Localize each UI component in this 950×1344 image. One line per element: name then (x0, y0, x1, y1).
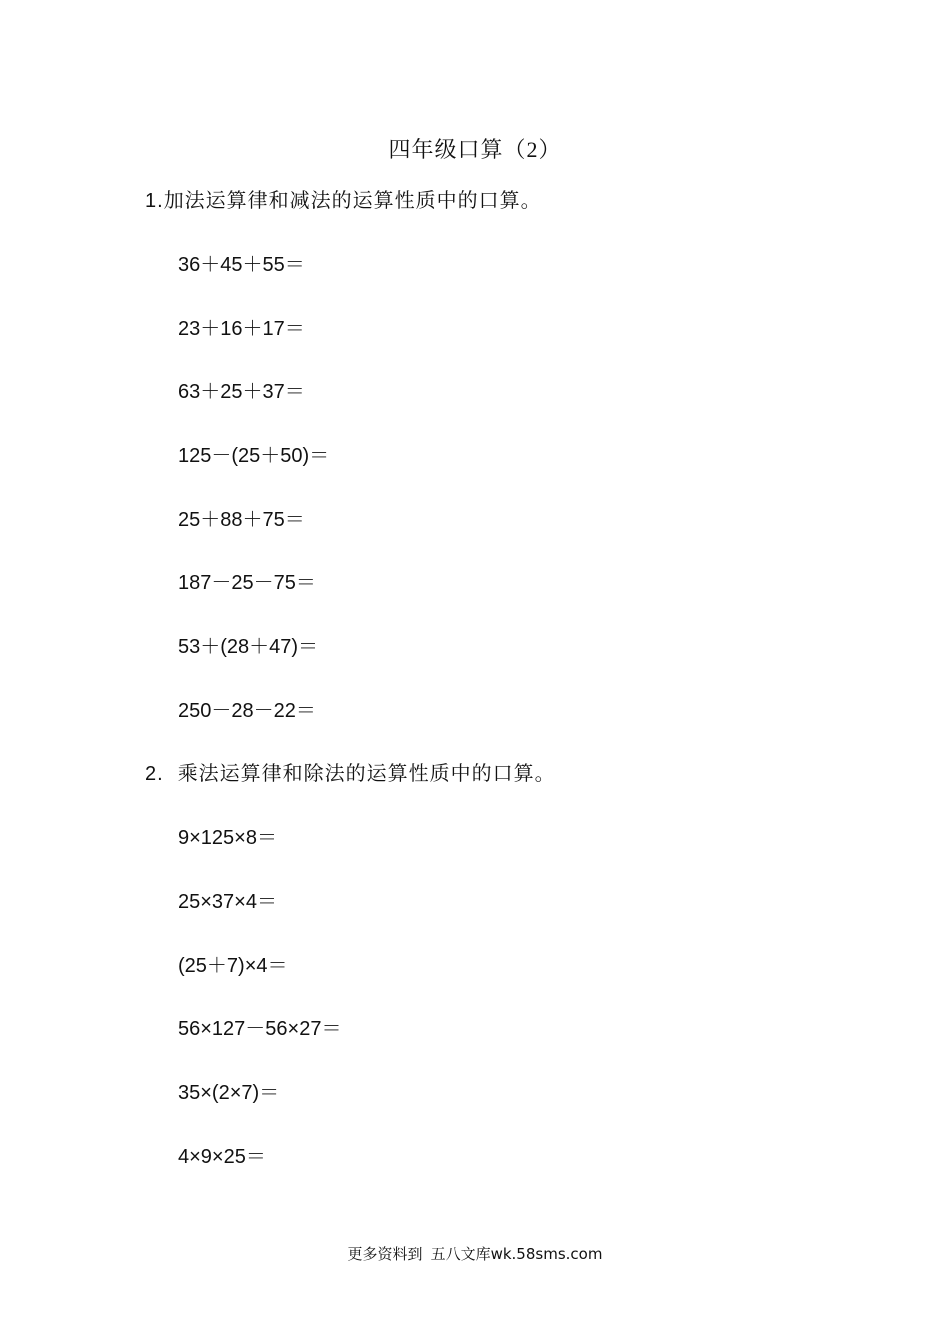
problem-1-8: 250－28－22＝ (178, 700, 316, 722)
section-2-title: 乘法运算律和除法的运算性质中的口算。 (177, 763, 556, 785)
problem-2-3: (25＋7)×4＝ (178, 955, 288, 977)
footer-prefix: 更多资料到 (347, 1245, 423, 1263)
footer (0, 1243, 950, 1265)
section-2-number: 2. (145, 763, 164, 785)
problem-1-1: 36＋45＋55＝ (178, 254, 305, 276)
problem-2-2: 25×37×4＝ (178, 891, 277, 913)
problem-1-4: 125－(25＋50)＝ (178, 445, 330, 467)
footer-site-name: 五八文库 (430, 1245, 491, 1263)
problem-2-5: 35×(2×7)＝ (178, 1082, 280, 1104)
problem-1-6: 187－25－75＝ (178, 572, 316, 594)
problem-1-3: 63＋25＋37＝ (178, 381, 305, 403)
problem-2-1: 9×125×8＝ (178, 827, 277, 849)
section-1-number: 1. (145, 190, 164, 212)
problem-2-6: 4×9×25＝ (178, 1146, 266, 1168)
problem-1-2: 23＋16＋17＝ (178, 318, 305, 340)
problem-2-4: 56×127－56×27＝ (178, 1018, 342, 1040)
problem-1-7: 53＋(28＋47)＝ (178, 636, 319, 658)
page-title: 四年级口算（2） (388, 137, 562, 162)
section-2-heading (145, 759, 556, 789)
problem-1-5: 25＋88＋75＝ (178, 509, 305, 531)
section-1-heading (145, 186, 542, 216)
section-1-title: 加法运算律和减法的运算性质中的口算。 (163, 190, 542, 212)
footer-url[interactable]: wk.58sms.com (490, 1245, 603, 1263)
